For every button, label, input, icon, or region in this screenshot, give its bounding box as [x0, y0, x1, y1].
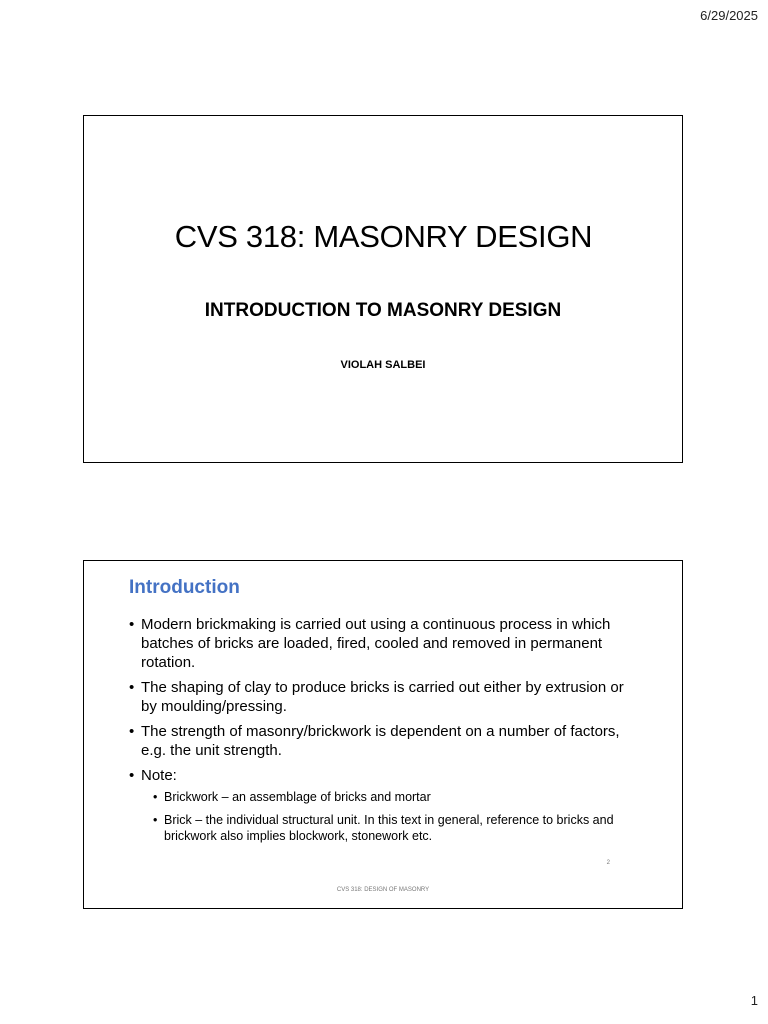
sub-bullet-item: • Brickwork – an assemblage of bricks and mortar: [153, 789, 642, 805]
bullet-list: [129, 615, 642, 851]
slide-1: [83, 115, 683, 463]
slide-title: CVS 318: MASONRY DESIGN: [174, 219, 593, 254]
sub-bullet-item: • Brick – the individual structural unit. In this text in general, reference to bricks and brickwork also implies blockwork, stonework etc.: [153, 812, 642, 844]
bullet-item: • The strength of masonry/brickwork is dependent on a number of factors, e.g. the unit strength.: [129, 722, 642, 760]
sub-bullet-list: [153, 789, 642, 844]
slide-heading: Introduction: [129, 577, 240, 598]
slide-2: [83, 560, 683, 909]
bullet-item-note: [129, 766, 642, 844]
slide-author: VIOLAH SALBEI: [340, 359, 426, 371]
bullet-item: • Modern brickmaking is carried out using a continuous process in which batches of bricks are loaded, fired, cooled and removed in permanent rotation.: [129, 615, 642, 672]
page-number: 1: [750, 993, 758, 1008]
bullet-item: • The shaping of clay to produce bricks is carried out either by extrusion or by moulding/pressing.: [129, 678, 642, 716]
slide-subtitle: INTRODUCTION TO MASONRY DESIGN: [204, 300, 562, 321]
print-date: 6/29/2025: [700, 8, 758, 23]
bullet-note-label: Note:: [141, 767, 177, 784]
slide-number: 2: [606, 860, 610, 866]
slide-footer: CVS 318: DESIGN OF MASONRY: [336, 887, 430, 893]
